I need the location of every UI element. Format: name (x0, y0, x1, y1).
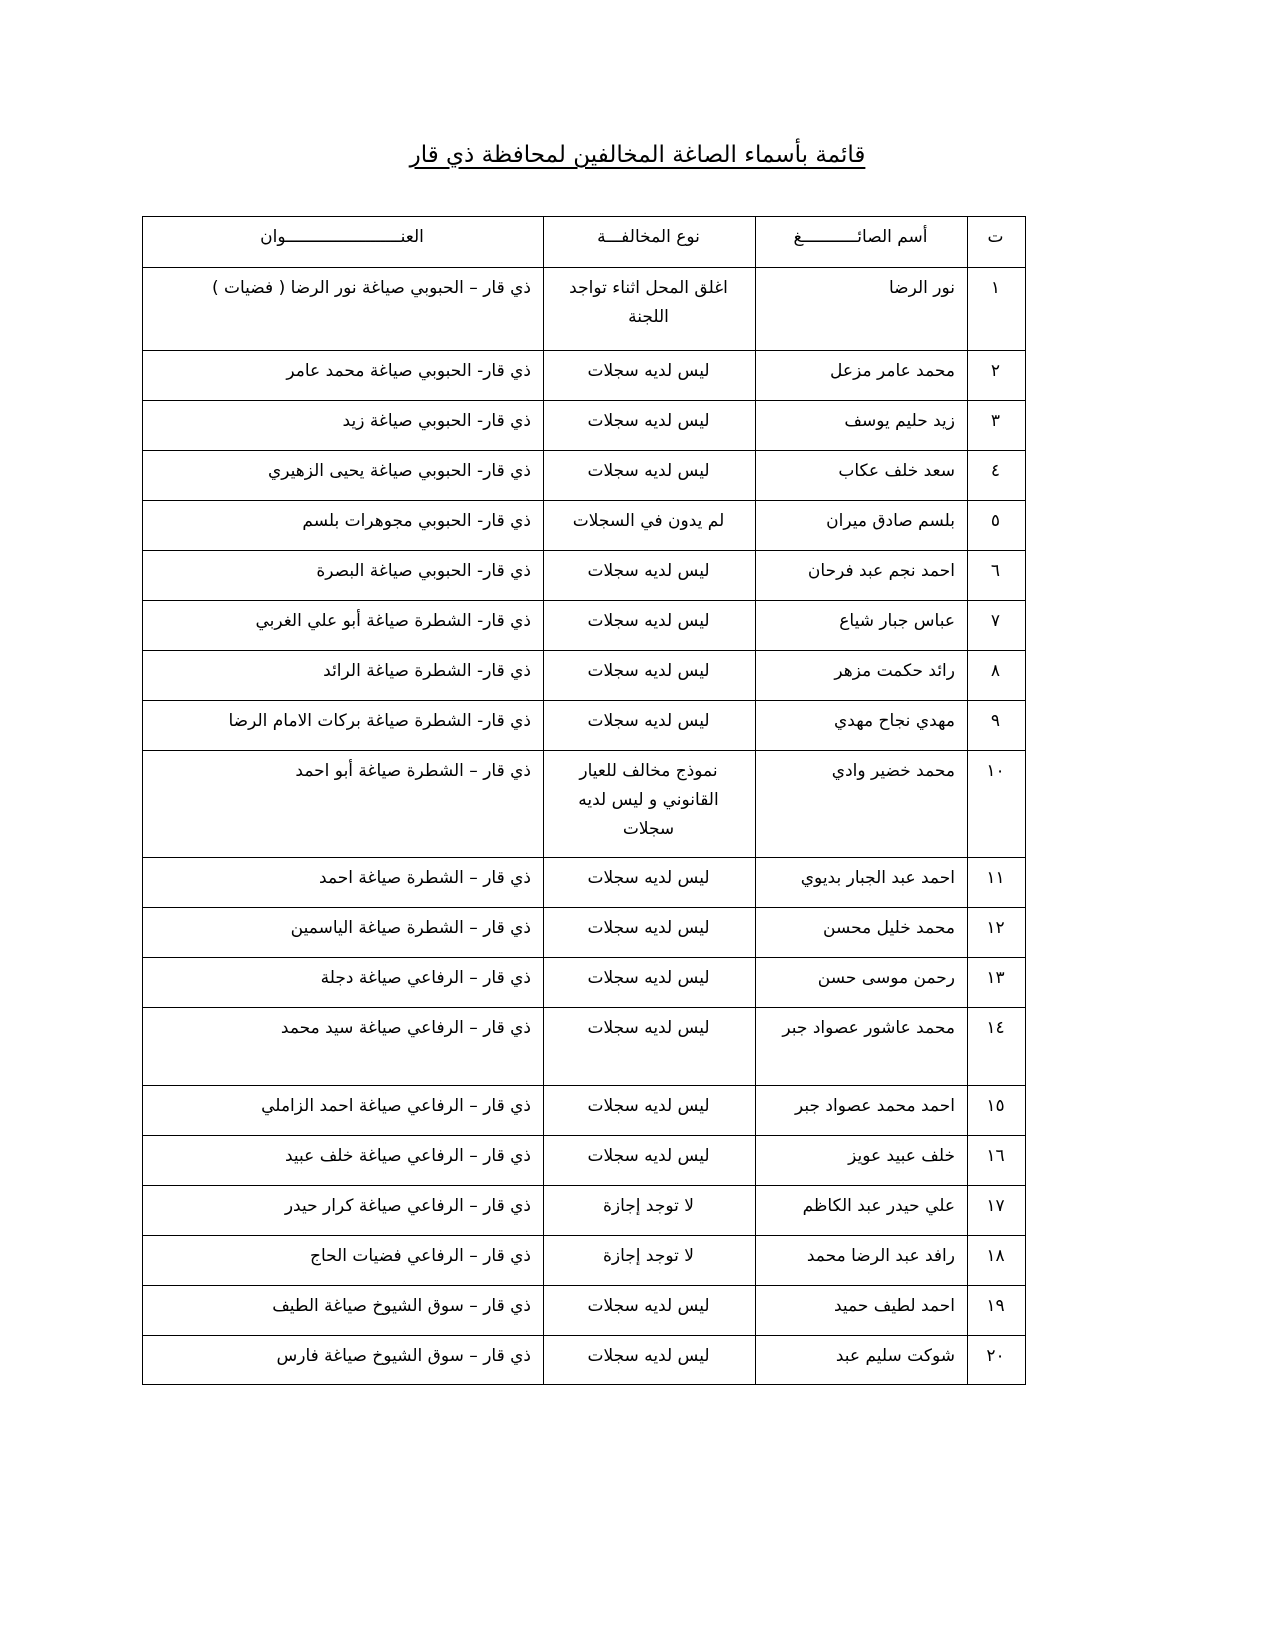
row-number: ٢ (968, 351, 1026, 401)
row-goldsmith-name: خلف عبيد عويز (756, 1136, 968, 1186)
row-address: ذي قار- الشطرة صياغة بركات الامام الرضا (143, 701, 544, 751)
row-goldsmith-name: زيد حليم يوسف (756, 401, 968, 451)
row-violation-type: ليس لديه سجلات (544, 351, 756, 401)
row-goldsmith-name: مهدي نجاح مهدي (756, 701, 968, 751)
row-violation-type: ليس لديه سجلات (544, 1136, 756, 1186)
row-violation-type: ليس لديه سجلات (544, 1086, 756, 1136)
table-row (143, 601, 1026, 651)
row-number: ٤ (968, 451, 1026, 501)
row-violation-type: ليس لديه سجلات (544, 1286, 756, 1336)
table-row (143, 1136, 1026, 1186)
table-row (143, 1236, 1026, 1286)
row-goldsmith-name: سعد خلف عكاب (756, 451, 968, 501)
row-goldsmith-name: عباس جبار شياع (756, 601, 968, 651)
row-goldsmith-name: نور الرضا (756, 268, 968, 351)
row-violation-type: اغلق المحل اثناء تواجد اللجنة (544, 268, 756, 351)
row-goldsmith-name: محمد خضير وادي (756, 751, 968, 858)
row-goldsmith-name: رحمن موسى حسن (756, 958, 968, 1008)
table-header-row (143, 217, 1026, 268)
row-number: ١٢ (968, 908, 1026, 958)
header-address: العنـــــــــــــــــــــــوان (143, 217, 544, 268)
row-address: ذي قار- الحبوبي مجوهرات بلسم (143, 501, 544, 551)
row-violation-type: ليس لديه سجلات (544, 551, 756, 601)
row-number: ٧ (968, 601, 1026, 651)
row-violation-type: لا توجد إجازة (544, 1186, 756, 1236)
row-number: ١٧ (968, 1186, 1026, 1236)
row-address: ذي قار – الرفاعي فضيات الحاج (143, 1236, 544, 1286)
row-address: ذي قار- الحبوبي صياغة محمد عامر (143, 351, 544, 401)
row-violation-type: ليس لديه سجلات (544, 451, 756, 501)
row-goldsmith-name: محمد عاشور عصواد جبر (756, 1008, 968, 1086)
row-violation-type: لم يدون في السجلات (544, 501, 756, 551)
row-goldsmith-name: علي حيدر عبد الكاظم (756, 1186, 968, 1236)
row-violation-type: ليس لديه سجلات (544, 908, 756, 958)
header-number: ت (968, 217, 1026, 268)
table-row (143, 651, 1026, 701)
row-violation-type: ليس لديه سجلات (544, 701, 756, 751)
row-number: ١٥ (968, 1086, 1026, 1136)
table-row (143, 701, 1026, 751)
row-goldsmith-name: احمد عبد الجبار بديوي (756, 858, 968, 908)
row-address: ذي قار- الشطرة صياغة الرائد (143, 651, 544, 701)
row-goldsmith-name: احمد نجم عبد فرحان (756, 551, 968, 601)
row-address: ذي قار – الشطرة صياغة أبو احمد (143, 751, 544, 858)
table-row (143, 958, 1026, 1008)
row-violation-type: ليس لديه سجلات (544, 651, 756, 701)
row-goldsmith-name: رافد عبد الرضا محمد (756, 1236, 968, 1286)
row-address: ذي قار- الشطرة صياغة أبو علي الغربي (143, 601, 544, 651)
row-address: ذي قار- الحبوبي صياغة يحيى الزهيري (143, 451, 544, 501)
row-number: ٥ (968, 501, 1026, 551)
row-number: ١١ (968, 858, 1026, 908)
table-row (143, 551, 1026, 601)
row-number: ١٦ (968, 1136, 1026, 1186)
header-name: أسم الصائـــــــــــغ (756, 217, 968, 268)
row-number: ٢٠ (968, 1336, 1026, 1385)
row-address: ذي قار – سوق الشيوخ صياغة فارس (143, 1336, 544, 1385)
table-row (143, 858, 1026, 908)
table-row (143, 1008, 1026, 1086)
row-goldsmith-name: رائد حكمت مزهر (756, 651, 968, 701)
row-goldsmith-name: احمد لطيف حميد (756, 1286, 968, 1336)
row-number: ١٣ (968, 958, 1026, 1008)
table-row (143, 1286, 1026, 1336)
row-number: ٩ (968, 701, 1026, 751)
row-goldsmith-name: محمد عامر مزعل (756, 351, 968, 401)
row-number: ١ (968, 268, 1026, 351)
table-row (143, 1186, 1026, 1236)
row-violation-type: ليس لديه سجلات (544, 958, 756, 1008)
row-address: ذي قار – الشطرة صياغة الياسمين (143, 908, 544, 958)
table-row (143, 268, 1026, 351)
row-number: ٦ (968, 551, 1026, 601)
row-address: ذي قار – الرفاعي صياغة احمد الزاملي (143, 1086, 544, 1136)
table-row (143, 451, 1026, 501)
row-violation-type: ليس لديه سجلات (544, 601, 756, 651)
row-number: ٣ (968, 401, 1026, 451)
table-row (143, 401, 1026, 451)
row-violation-type: نموذج مخالف للعيار القانوني و ليس لديه سجلات (544, 751, 756, 858)
table-row (143, 1086, 1026, 1136)
row-goldsmith-name: شوكت سليم عبد (756, 1336, 968, 1385)
row-number: ١٨ (968, 1236, 1026, 1286)
row-address: ذي قار – الرفاعي صياغة كرار حيدر (143, 1186, 544, 1236)
row-number: ١٤ (968, 1008, 1026, 1086)
page-title-text: قائمة بأسماء الصاغة المخالفين لمحافظة ذي قار (409, 142, 866, 168)
row-number: ١٠ (968, 751, 1026, 858)
row-goldsmith-name: بلسم صادق ميران (756, 501, 968, 551)
table-row (143, 751, 1026, 858)
row-number: ١٩ (968, 1286, 1026, 1336)
row-address: ذي قار – الحبوبي صياغة نور الرضا ( فضيات ) (143, 268, 544, 351)
row-address: ذي قار – الرفاعي صياغة سيد محمد (143, 1008, 544, 1086)
table-row (143, 908, 1026, 958)
row-address: ذي قار – الرفاعي صياغة دجلة (143, 958, 544, 1008)
row-address: ذي قار – الشطرة صياغة احمد (143, 858, 544, 908)
row-address: ذي قار- الحبوبي صياغة زيد (143, 401, 544, 451)
table-body (143, 268, 1026, 1385)
row-violation-type: لا توجد إجازة (544, 1236, 756, 1286)
page-title (0, 142, 1275, 168)
violators-table (142, 216, 1026, 1385)
row-address: ذي قار – سوق الشيوخ صياغة الطيف (143, 1286, 544, 1336)
row-goldsmith-name: احمد محمد عصواد جبر (756, 1086, 968, 1136)
table-row (143, 1336, 1026, 1385)
row-number: ٨ (968, 651, 1026, 701)
row-address: ذي قار- الحبوبي صياغة البصرة (143, 551, 544, 601)
table-row (143, 501, 1026, 551)
row-violation-type: ليس لديه سجلات (544, 1008, 756, 1086)
row-violation-type: ليس لديه سجلات (544, 401, 756, 451)
row-violation-type: ليس لديه سجلات (544, 1336, 756, 1385)
row-goldsmith-name: محمد خليل محسن (756, 908, 968, 958)
table-row (143, 351, 1026, 401)
header-violation-type: نوع المخالفـــة (544, 217, 756, 268)
row-address: ذي قار – الرفاعي صياغة خلف عبيد (143, 1136, 544, 1186)
row-violation-type: ليس لديه سجلات (544, 858, 756, 908)
